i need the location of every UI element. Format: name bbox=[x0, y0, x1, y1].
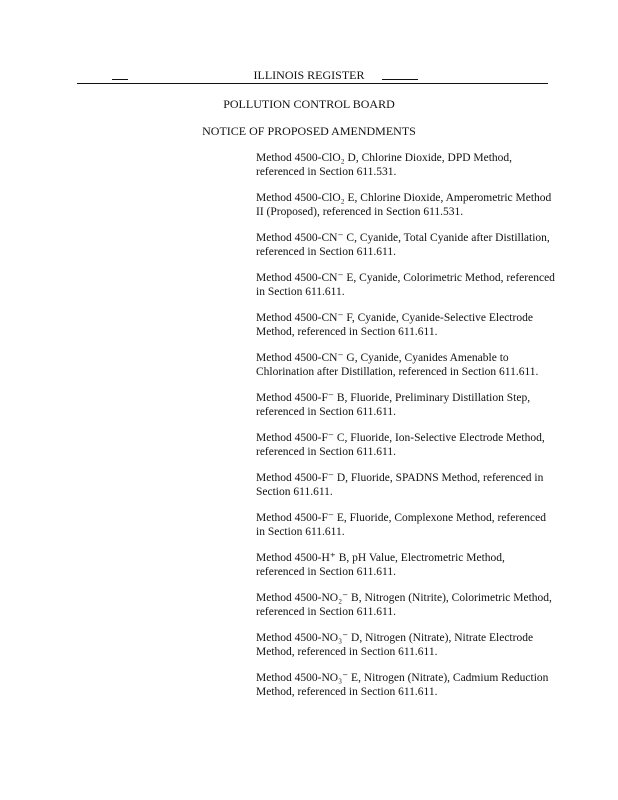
header-rule bbox=[127, 83, 380, 84]
method-item: Method 4500-CN⁻ F, Cyanide, Cyanide-Selective Electrode Method, referenced in Section 611.611. bbox=[256, 312, 533, 338]
method-item: Method 4500-F⁻ C, Fluoride, Ion-Selective Electrode Method, referenced in Section 611.611. bbox=[256, 432, 545, 458]
method-item: Method 4500-F⁻ B, Fluoride, Preliminary Distillation Step, referenced in Section 611.611. bbox=[256, 392, 531, 418]
method-list bbox=[256, 151, 556, 711]
method-item: Method 4500-CN⁻ G, Cyanide, Cyanides Amenable to Chlorination after Distillation, referenced in Section 611.611. bbox=[256, 352, 539, 378]
notice-title: NOTICE OF PROPOSED AMENDMENTS bbox=[202, 124, 416, 138]
header-rule bbox=[380, 83, 548, 84]
board-name: POLLUTION CONTROL BOARD bbox=[223, 97, 395, 111]
method-item: Method 4500-NO₃⁻ D, Nitrogen (Nitrate), Nitrate Electrode Method, referenced in Section 611.611. bbox=[256, 632, 534, 658]
method-item: Method 4500-F⁻ E, Fluoride, Complexone Method, referenced in Section 611.611. bbox=[256, 512, 546, 538]
method-item: Method 4500-NO₃⁻ E, Nitrogen (Nitrate), Cadmium Reduction Method, referenced in Section 611.611. bbox=[256, 672, 549, 698]
register-title: ILLINOIS REGISTER bbox=[253, 68, 365, 82]
method-item: Method 4500-ClO₂ E, Chlorine Dioxide, Amperometric Method II (Proposed), referenced in Section 611.531. bbox=[256, 192, 552, 218]
method-item: Method 4500-ClO₂ D, Chlorine Dioxide, DPD Method, referenced in Section 611.531. bbox=[256, 152, 513, 178]
method-item: Method 4500-CN⁻ E, Cyanide, Colorimetric Method, referenced in Section 611.611. bbox=[256, 272, 555, 298]
method-item: Method 4500-F⁻ D, Fluoride, SPADNS Method, referenced in Section 611.611. bbox=[256, 472, 544, 498]
method-item: Method 4500-CN⁻ C, Cyanide, Total Cyanide after Distillation, referenced in Section 611.611. bbox=[256, 232, 550, 258]
method-item: Method 4500-H⁺ B, pH Value, Electrometric Method, referenced in Section 611.611. bbox=[256, 552, 505, 578]
header-rule bbox=[77, 83, 127, 84]
method-item: Method 4500-NO₂⁻ B, Nitrogen (Nitrite), Colorimetric Method, referenced in Section 611.611. bbox=[256, 592, 552, 618]
